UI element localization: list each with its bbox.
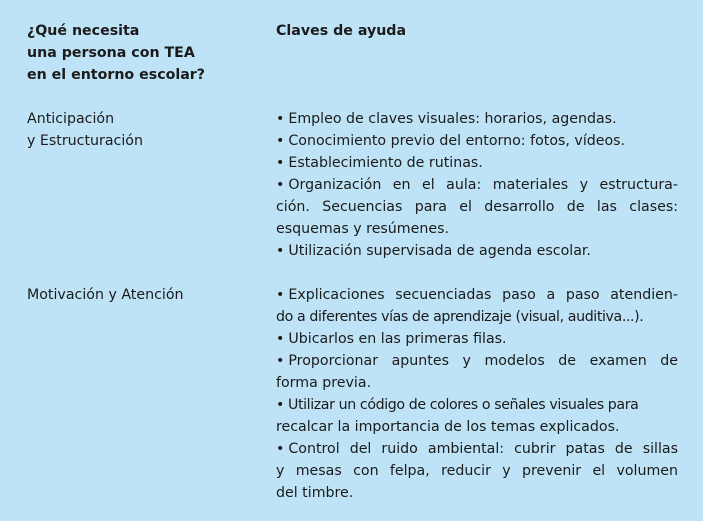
item-text: Control del ruido ambiental: cubrir patas de sillas bbox=[288, 441, 678, 457]
row-label-motivation bbox=[27, 284, 257, 306]
list-item bbox=[276, 328, 678, 350]
item-text: Organización en el aula: materiales y estructura- bbox=[288, 177, 678, 193]
item-text: Establecimiento de rutinas. bbox=[288, 155, 483, 171]
list-item bbox=[276, 394, 678, 438]
item-text: Ubicarlos en las primeras filas. bbox=[288, 331, 507, 347]
list-item bbox=[276, 438, 678, 504]
list-item bbox=[276, 284, 678, 328]
bullet-icon: • bbox=[276, 243, 285, 259]
bullet-icon: • bbox=[276, 441, 285, 457]
list-item bbox=[276, 130, 678, 152]
bullet-icon: • bbox=[276, 287, 285, 303]
item-text: Explicaciones secuenciadas paso a paso atendien- bbox=[288, 287, 678, 303]
bullet-icon: • bbox=[276, 155, 285, 171]
item-text: Utilizar un código de colores o señales visuales para bbox=[287, 397, 639, 413]
label-line: Anticipación bbox=[27, 111, 115, 127]
bullet-icon: • bbox=[276, 397, 284, 413]
item-text: ción. Secuencias para el desarrollo de las clases: bbox=[276, 199, 678, 215]
label-line: Motivación y Atención bbox=[27, 287, 184, 303]
label-line: y Estructuración bbox=[27, 133, 143, 149]
column-header-help-keys: Claves de ayuda bbox=[276, 23, 407, 39]
item-text: y mesas con felpa, reducir y prevenir el volumen bbox=[276, 463, 678, 479]
bullet-icon: • bbox=[276, 133, 285, 149]
item-text: forma previa. bbox=[276, 375, 372, 391]
item-text: Utilización supervisada de agenda escolar. bbox=[288, 243, 591, 259]
item-text: esquemas y resúmenes. bbox=[276, 221, 449, 237]
list-item bbox=[276, 108, 678, 130]
help-list-anticipation bbox=[276, 108, 678, 262]
item-text: Proporcionar apuntes y modelos de examen de bbox=[288, 353, 678, 369]
bullet-icon: • bbox=[276, 331, 285, 347]
column-header-needs bbox=[27, 20, 257, 86]
item-text: Empleo de claves visuales: horarios, agendas. bbox=[288, 111, 617, 127]
list-item bbox=[276, 240, 678, 262]
list-item bbox=[276, 350, 678, 394]
item-text: Conocimiento previo del entorno: fotos, vídeos. bbox=[288, 133, 626, 149]
header-line: ¿Qué necesita bbox=[27, 23, 140, 39]
help-list-motivation bbox=[276, 284, 678, 504]
bullet-icon: • bbox=[276, 111, 285, 127]
item-text: do a diferentes vías de aprendizaje (visual, auditiva...). bbox=[276, 309, 644, 325]
list-item bbox=[276, 152, 678, 174]
header-line: una persona con TEA bbox=[27, 45, 195, 61]
row-label-anticipation bbox=[27, 108, 257, 152]
list-item bbox=[276, 174, 678, 240]
item-text: recalcar la importancia de los temas explicados. bbox=[276, 419, 620, 435]
item-text: del timbre. bbox=[276, 485, 354, 501]
bullet-icon: • bbox=[276, 353, 285, 369]
bullet-icon: • bbox=[276, 177, 285, 193]
header-line: en el entorno escolar? bbox=[27, 67, 206, 83]
